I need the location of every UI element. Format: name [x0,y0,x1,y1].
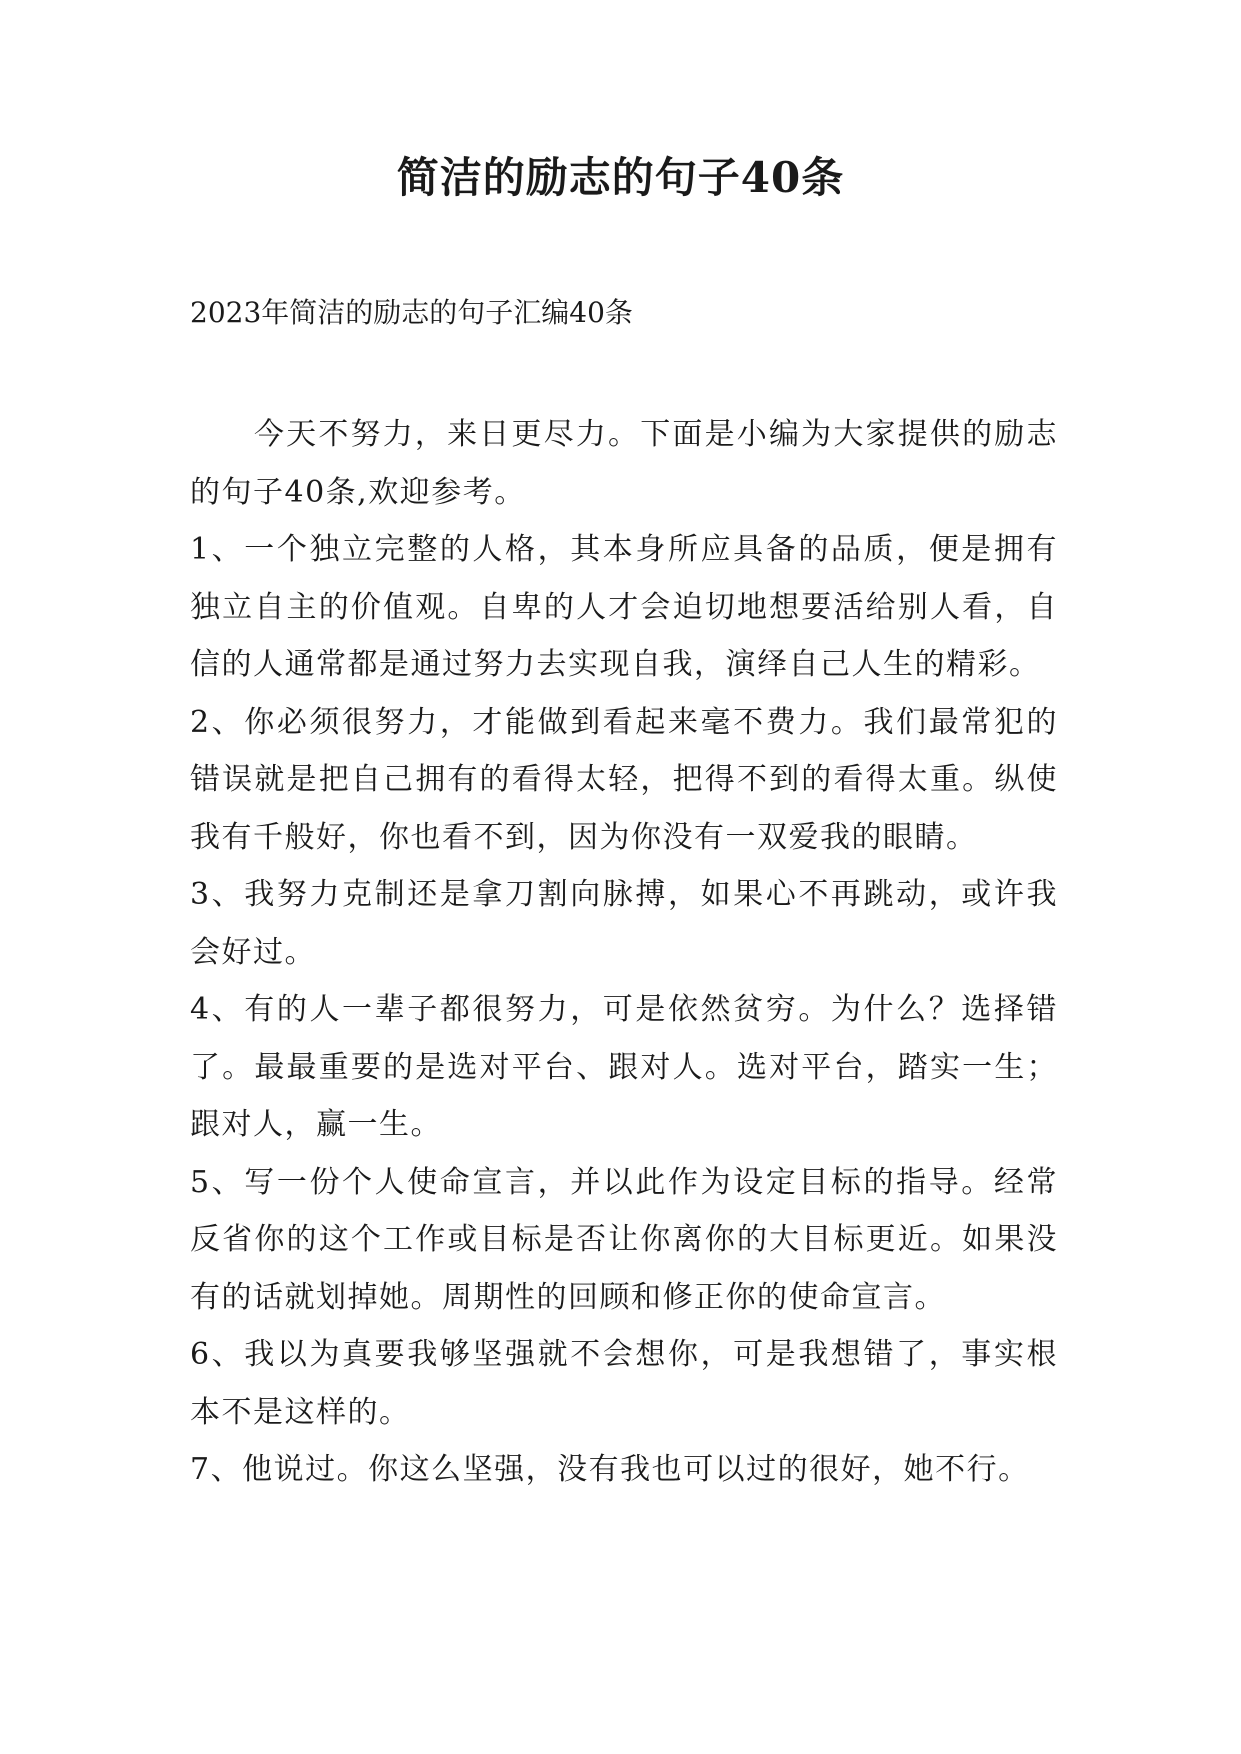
list-item-4: 4、有的人一辈子都很努力，可是依然贫穷。为什么？选择错了。最最重要的是选对平台、跟对人。选对平台，踏实一生；跟对人，赢一生。 [190,992,1058,1142]
list-item-2: 2、你必须很努力，才能做到看起来毫不费力。我们最常犯的错误就是把自己拥有的看得太轻，把得不到的看得太重。纵使我有千般好，你也看不到，因为你没有一双爱我的眼睛。 [190,704,1058,855]
list-item-6: 6、我以为真要我够坚强就不会想你，可是我想错了，事实根本不是这样的。 [190,1337,1058,1430]
list-item-3: 3、我努力克制还是拿刀割向脉搏，如果心不再跳动，或许我会好过。 [190,877,1058,970]
list-item-5: 5、写一份个人使命宣言，并以此作为设定目标的指导。经常反省你的这个工作或目标是否让你离你的大目标更近。如果没有的话就划掉她。周期性的回顾和修正你的使命宣言。 [190,1164,1058,1315]
document-title: 简洁的励志的句子40条 [396,153,845,202]
document-body [190,406,1058,1499]
document-subtitle: 2023年简洁的励志的句子汇编40条 [190,296,633,329]
list-item-7: 7、他说过。你这么坚强，没有我也可以过的很好，她不行。 [190,1452,1030,1487]
list-item-1: 1、一个独立完整的人格，其本身所应具备的品质，便是拥有独立自主的价值观。自卑的人才会迫切地想要活给别人看，自信的人通常都是通过努力去实现自我，演绎自己人生的精彩。 [190,532,1058,682]
intro-paragraph: 今天不努力，来日更尽力。下面是小编为大家提供的励志的句子40条,欢迎参考。 [190,417,1058,510]
